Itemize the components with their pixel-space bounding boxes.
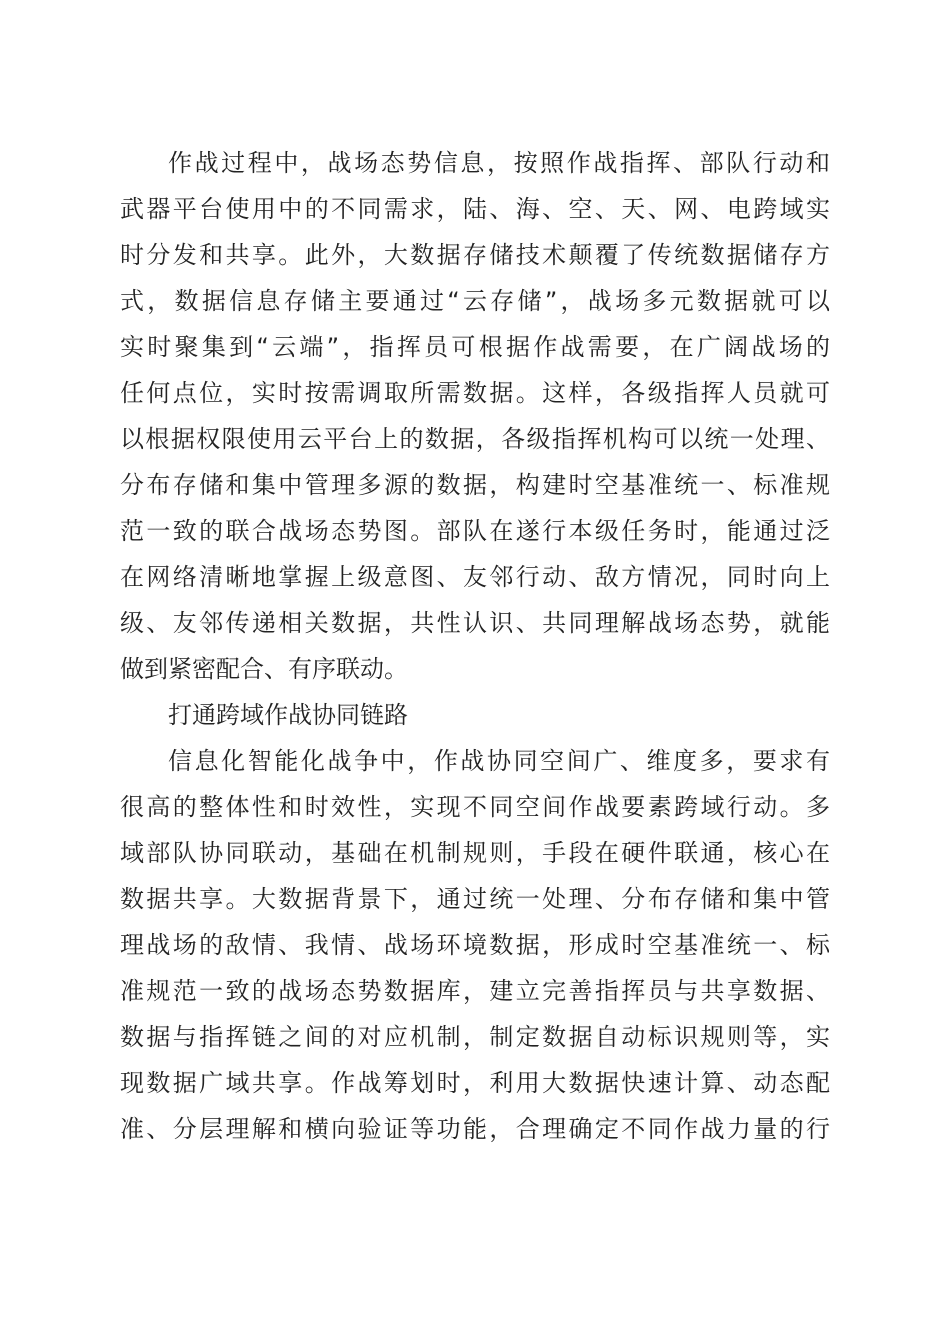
- paragraph-3-line-6: 准规范一致的战场态势数据库，建立完善指挥员与共享数据、: [120, 977, 830, 1005]
- paragraph-1-line-11: 级、友邻传递相关数据，共性认识、共同理解战场态势，就能: [120, 609, 830, 637]
- paragraph-1-line-3: 时分发和共享。此外，大数据存储技术颠覆了传统数据储存方: [120, 241, 830, 269]
- paragraph-3-line-7: 数据与指挥链之间的对应机制，制定数据自动标识规则等，实: [120, 1023, 830, 1051]
- paragraph-3-line-5: 理战场的敌情、我情、战场环境数据，形成时空基准统一、标: [120, 931, 830, 959]
- paragraph-1-line-1: 作战过程中，战场态势信息，按照作战指挥、部队行动和: [168, 149, 830, 177]
- paragraph-3-line-2: 很高的整体性和时效性，实现不同空间作战要素跨域行动。多: [120, 793, 830, 821]
- paragraph-1-line-7: 以根据权限使用云平台上的数据，各级指挥机构可以统一处理、: [120, 425, 830, 453]
- paragraph-1-line-9: 范一致的联合战场态势图。部队在遂行本级任务时，能通过泛: [120, 517, 830, 545]
- paragraph-1-line-12: 做到紧密配合、有序联动。: [120, 655, 408, 683]
- paragraph-3-line-4: 数据共享。大数据背景下，通过统一处理、分布存储和集中管: [120, 885, 830, 913]
- paragraph-1-line-6: 任何点位，实时按需调取所需数据。这样，各级指挥人员就可: [120, 379, 830, 407]
- paragraph-3-line-1: 信息化智能化战争中，作战协同空间广、维度多，要求有: [168, 747, 830, 775]
- paragraph-1-line-8: 分布存储和集中管理多源的数据，构建时空基准统一、标准规: [120, 471, 830, 499]
- paragraph-1-line-5: 实时聚集到“云端”，指挥员可根据作战需要，在广阔战场的: [120, 333, 830, 361]
- paragraph-3-line-3: 域部队协同联动，基础在机制规则，手段在硬件联通，核心在: [120, 839, 830, 867]
- paragraph-1-line-4: 式，数据信息存储主要通过“云存储”，战场多元数据就可以: [120, 287, 830, 315]
- paragraph-3-line-8: 现数据广域共享。作战筹划时，利用大数据快速计算、动态配: [120, 1069, 830, 1097]
- paragraph-3-line-9: 准、分层理解和横向验证等功能，合理确定不同作战力量的行: [120, 1115, 830, 1143]
- paragraph-1-line-10: 在网络清晰地掌握上级意图、友邻行动、敌方情况，同时向上: [120, 563, 830, 591]
- section-heading: 打通跨域作战协同链路: [168, 701, 408, 729]
- paragraph-1-line-2: 武器平台使用中的不同需求，陆、海、空、天、网、电跨域实: [120, 195, 830, 223]
